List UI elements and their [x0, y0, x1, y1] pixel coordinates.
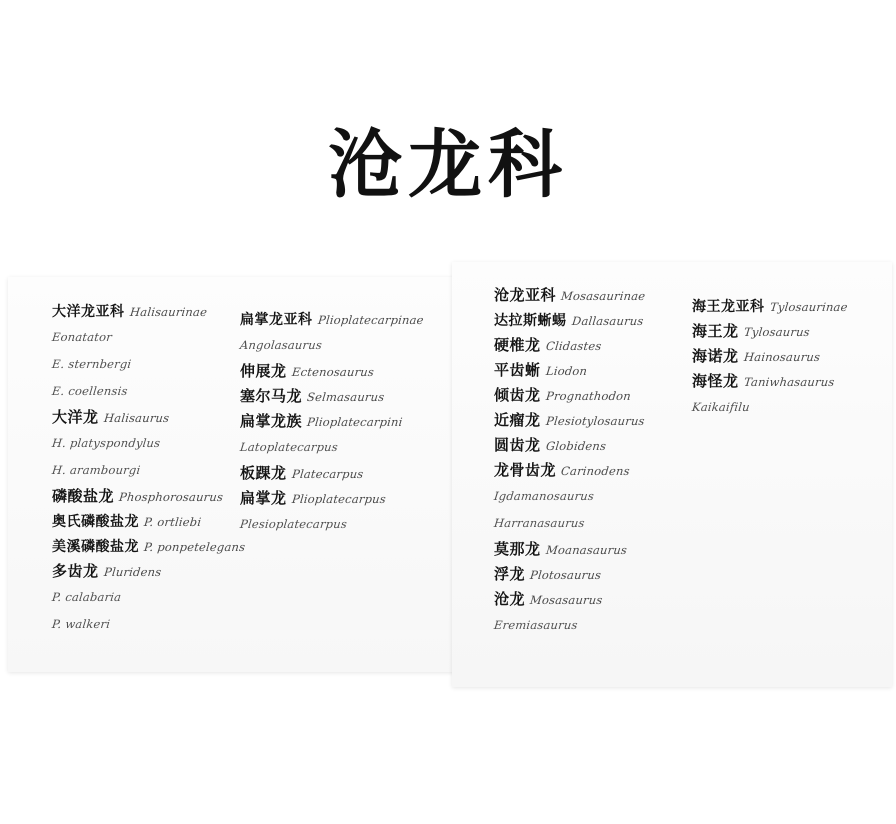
taxon-name-latin: Mosasaurinae [560, 289, 647, 303]
taxon-name-cn: 扁掌龙 [240, 491, 287, 507]
taxon-entry [692, 374, 847, 390]
taxon-entry [692, 299, 847, 315]
taxon-entry [494, 363, 645, 379]
left-column-1 [52, 304, 245, 643]
taxon-entry [494, 592, 645, 608]
taxon-name-latin: Plotosaurus [529, 568, 602, 582]
taxon-name-latin: Pluridens [102, 565, 162, 579]
taxon-name-cn: 沧龙亚科 [494, 288, 557, 304]
right-card [452, 262, 892, 687]
taxon-name-latin: P. calabaria [51, 590, 123, 604]
taxon-entry [494, 413, 645, 429]
taxon-entry [240, 337, 423, 353]
taxon-name-cn: 海诺龙 [692, 349, 739, 365]
taxon-name-latin: P. ortliebi [143, 515, 202, 529]
taxon-entry [494, 617, 645, 633]
taxon-entry [494, 463, 645, 479]
taxon-entry [240, 516, 423, 532]
taxon-name-cn: 达拉斯蜥蜴 [494, 314, 567, 329]
taxon-name-latin: Halisaurinae [128, 305, 208, 319]
taxon-name-latin: Harranasaurus [493, 516, 586, 530]
taxon-name-cn: 磷酸盐龙 [52, 489, 115, 505]
taxon-name-cn: 奥氏磷酸盐龙 [52, 515, 139, 530]
taxon-entry [494, 438, 645, 454]
taxon-name-latin: P. ponpetelegans [143, 540, 247, 554]
taxon-name-latin: Halisaurus [102, 411, 170, 425]
taxon-entry [494, 338, 645, 354]
taxon-entry [52, 329, 245, 345]
taxon-entry [52, 410, 245, 426]
taxon-entry [692, 399, 847, 415]
taxon-name-cn: 大洋龙 [52, 410, 99, 426]
taxon-name-latin: Clidastes [544, 339, 602, 353]
taxon-name-latin: Angolasaurus [239, 338, 323, 352]
taxon-name-cn: 平齿蜥 [494, 363, 541, 379]
taxon-name-cn: 海怪龙 [692, 374, 739, 390]
taxon-entry [240, 491, 423, 507]
taxon-entry [494, 515, 645, 531]
taxon-name-cn: 浮龙 [494, 567, 526, 583]
taxon-name-latin: Prognathodon [544, 389, 632, 403]
taxon-name-cn: 海王龙 [692, 324, 739, 340]
taxon-entry [240, 439, 423, 455]
taxon-name-latin: Dallasaurus [570, 314, 644, 328]
taxon-entry [494, 313, 645, 329]
taxon-name-latin: Phosphorosaurus [118, 490, 224, 504]
taxon-name-cn: 沧龙 [494, 592, 526, 608]
taxon-name-cn: 板踝龙 [240, 466, 287, 482]
taxon-name-latin: Globidens [544, 439, 607, 453]
taxon-entry [52, 356, 245, 372]
taxon-name-latin: Mosasaurus [529, 593, 604, 607]
right-column-1 [494, 288, 645, 644]
taxon-name-latin: Moanasaurus [544, 543, 628, 557]
taxon-name-latin: Plioplatecarpini [306, 415, 404, 429]
taxon-name-cn: 硬椎龙 [494, 338, 541, 354]
taxon-name-latin: Carinodens [560, 464, 631, 478]
taxon-name-cn: 莫那龙 [494, 542, 541, 558]
taxon-entry [494, 542, 645, 558]
taxon-entry [494, 388, 645, 404]
taxon-name-latin: Plioplatecarpus [290, 492, 387, 506]
taxon-name-latin: Ectenosaurus [290, 365, 375, 379]
taxon-name-latin: Hainosaurus [742, 350, 821, 364]
taxon-name-latin: Tylosaurinae [768, 300, 848, 314]
left-card [8, 277, 458, 672]
taxon-name-latin: E. coellensis [51, 384, 129, 398]
taxon-entry [52, 462, 245, 478]
taxon-entry [692, 324, 847, 340]
taxon-entry [52, 539, 245, 555]
taxon-entry [52, 589, 245, 605]
left-column-2 [240, 312, 423, 543]
taxon-name-latin: E. sternbergi [51, 357, 133, 371]
taxon-name-latin: Eonatator [51, 330, 113, 344]
page-title: 沧龙科 [328, 125, 568, 207]
taxon-name-cn: 倾齿龙 [494, 388, 541, 404]
taxon-entry [240, 389, 423, 405]
taxon-entry [52, 514, 245, 530]
taxon-name-latin: Igdamanosaurus [493, 489, 595, 503]
taxon-entry [494, 488, 645, 504]
taxon-name-latin: Plesioplatecarpus [239, 517, 348, 531]
taxon-name-latin: Plioplatecarpinae [316, 313, 424, 327]
taxon-name-latin: Taniwhasaurus [742, 375, 835, 389]
taxon-name-latin: P. walkeri [51, 617, 111, 631]
taxon-entry [692, 349, 847, 365]
taxon-name-cn: 伸展龙 [240, 364, 287, 380]
taxon-entry [240, 312, 423, 328]
taxon-name-latin: Latoplatecarpus [239, 440, 339, 454]
taxon-name-cn: 圆齿龙 [494, 438, 541, 454]
taxon-entry [240, 466, 423, 482]
taxon-entry [52, 489, 245, 505]
taxon-name-cn: 扁掌龙族 [240, 414, 303, 430]
taxon-entry [52, 564, 245, 580]
taxon-name-cn: 多齿龙 [52, 564, 99, 580]
taxon-entry [494, 567, 645, 583]
taxon-name-cn: 大洋龙亚科 [52, 305, 125, 320]
taxon-name-latin: Tylosaurus [742, 325, 811, 339]
taxon-name-latin: Liodon [544, 364, 588, 378]
taxon-name-cn: 扁掌龙亚科 [240, 313, 313, 328]
taxon-entry [52, 304, 245, 320]
taxon-name-cn: 塞尔马龙 [240, 389, 303, 405]
taxon-entry [52, 616, 245, 632]
right-column-2 [692, 299, 847, 426]
taxon-entry [52, 435, 245, 451]
taxon-name-latin: Eremiasaurus [493, 618, 579, 632]
taxon-name-cn: 龙骨齿龙 [494, 463, 557, 479]
taxon-entry [494, 288, 645, 304]
taxon-name-latin: H. arambourgi [51, 463, 142, 477]
taxon-entry [52, 383, 245, 399]
taxon-name-latin: Kaikaifilu [691, 400, 751, 414]
taxon-name-cn: 海王龙亚科 [692, 300, 765, 315]
taxon-name-cn: 美溪磷酸盐龙 [52, 540, 139, 555]
taxon-entry [240, 414, 423, 430]
taxon-name-latin: H. platyspondylus [51, 436, 162, 450]
taxon-name-latin: Selmasaurus [306, 390, 386, 404]
taxon-name-latin: Plesiotylosaurus [544, 414, 645, 428]
taxon-name-latin: Platecarpus [290, 467, 364, 481]
taxon-name-cn: 近瘤龙 [494, 413, 541, 429]
taxon-entry [240, 364, 423, 380]
